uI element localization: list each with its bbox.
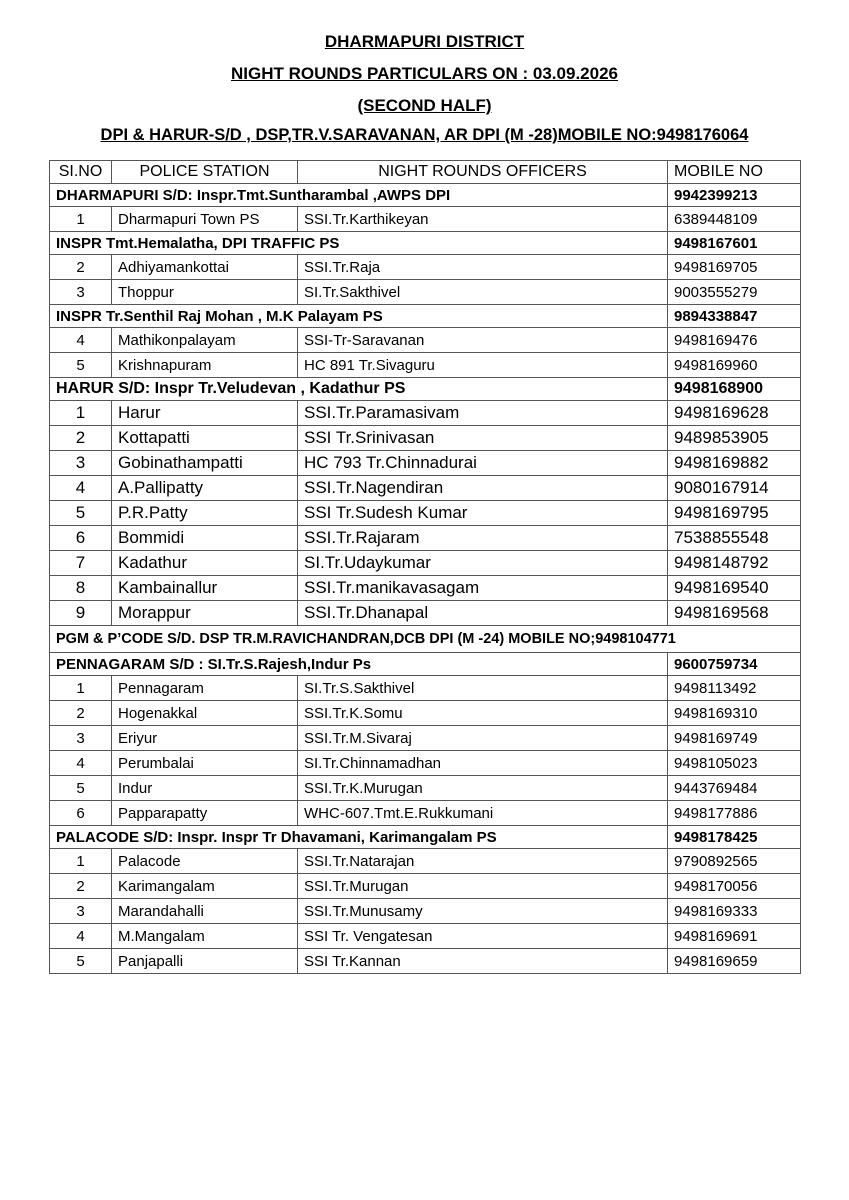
cell-station: Mathikonpalayam	[112, 328, 298, 353]
table-row	[50, 899, 801, 924]
cell-station: Kottapatti	[112, 426, 298, 451]
cell-slno: 3	[50, 899, 112, 924]
cell-station: Perumbalai	[112, 751, 298, 776]
cell-slno: 2	[50, 701, 112, 726]
col-header-slno: SI.NO	[50, 161, 112, 184]
cell-mobile: 9498169691	[668, 924, 801, 949]
cell-mobile: 9498169795	[668, 501, 801, 526]
cell-officer: SSI.Tr.Raja	[298, 255, 668, 280]
section-mobile: 9600759734	[668, 653, 801, 676]
cell-mobile: 9498177886	[668, 801, 801, 826]
cell-slno: 8	[50, 576, 112, 601]
cell-officer: SSI Tr.Srinivasan	[298, 426, 668, 451]
cell-officer: SSI.Tr.K.Murugan	[298, 776, 668, 801]
cell-mobile: 9498169882	[668, 451, 801, 476]
cell-officer: SSI.Tr.Nagendiran	[298, 476, 668, 501]
dsp-row-text: PGM & P’CODE S/D. DSP TR.M.RAVICHANDRAN,DCB DPI (M -24) MOBILE NO;9498104771	[50, 626, 801, 653]
cell-station: Indur	[112, 776, 298, 801]
section-title: INSPR Tmt.Hemalatha, DPI TRAFFIC PS	[50, 232, 668, 255]
half-label: (SECOND HALF)	[357, 96, 492, 115]
cell-mobile: 9498169310	[668, 701, 801, 726]
cell-officer: SSI Tr.Sudesh Kumar	[298, 501, 668, 526]
cell-slno: 2	[50, 255, 112, 280]
cell-station: Marandahalli	[112, 899, 298, 924]
cell-officer: SI.Tr.Udaykumar	[298, 551, 668, 576]
section-title: HARUR S/D: Inspr Tr.Veludevan , Kadathur PS	[50, 378, 668, 401]
cell-station: P.R.Patty	[112, 501, 298, 526]
section-title: PALACODE S/D: Inspr. Inspr Tr Dhavamani, Karimangalam PS	[50, 826, 668, 849]
cell-mobile: 7538855548	[668, 526, 801, 551]
cell-slno: 9	[50, 601, 112, 626]
col-header-officers: NIGHT ROUNDS OFFICERS	[298, 161, 668, 184]
table-row	[50, 874, 801, 899]
cell-slno: 1	[50, 401, 112, 426]
section-title: INSPR Tr.Senthil Raj Mohan , M.K Palayam PS	[50, 305, 668, 328]
section-mobile: 9942399213	[668, 184, 801, 207]
cell-slno: 4	[50, 476, 112, 501]
cell-slno: 1	[50, 849, 112, 874]
section-mobile: 9498168900	[668, 378, 801, 401]
dsp-line: DPI & HARUR-S/D , DSP,TR.V.SARAVANAN, AR DPI (M -28)MOBILE NO:9498176064	[100, 126, 749, 144]
cell-slno: 3	[50, 726, 112, 751]
table-row	[50, 551, 801, 576]
cell-mobile: 9498169568	[668, 601, 801, 626]
cell-slno: 4	[50, 751, 112, 776]
cell-mobile: 9498169540	[668, 576, 801, 601]
cell-officer: SSI.Tr.manikavasagam	[298, 576, 668, 601]
table-row	[50, 776, 801, 801]
district-heading: DHARMAPURI DISTRICT	[324, 32, 525, 51]
cell-officer: SSI-Tr-Saravanan	[298, 328, 668, 353]
table-row	[50, 924, 801, 949]
section-header-row	[50, 232, 801, 255]
cell-mobile: 6389448109	[668, 207, 801, 232]
cell-mobile: 9498113492	[668, 676, 801, 701]
cell-slno: 1	[50, 207, 112, 232]
cell-station: Thoppur	[112, 280, 298, 305]
table-body	[50, 184, 801, 974]
cell-mobile: 9790892565	[668, 849, 801, 874]
cell-slno: 5	[50, 501, 112, 526]
cell-officer: SSI.Tr.Natarajan	[298, 849, 668, 874]
cell-mobile: 9498169659	[668, 949, 801, 974]
cell-officer: SSI Tr. Vengatesan	[298, 924, 668, 949]
cell-slno: 3	[50, 280, 112, 305]
section-mobile: 9894338847	[668, 305, 801, 328]
cell-officer: SSI.Tr.Munusamy	[298, 899, 668, 924]
cell-officer: SI.Tr.Chinnamadhan	[298, 751, 668, 776]
cell-officer: SI.Tr.Sakthivel	[298, 280, 668, 305]
table-row	[50, 476, 801, 501]
cell-mobile: 9489853905	[668, 426, 801, 451]
table-row	[50, 353, 801, 378]
cell-mobile: 9498169705	[668, 255, 801, 280]
cell-slno: 5	[50, 776, 112, 801]
table-row	[50, 207, 801, 232]
dsp-row	[50, 626, 801, 653]
cell-officer: SSI.Tr.K.Somu	[298, 701, 668, 726]
table-row	[50, 601, 801, 626]
section-header-row	[50, 378, 801, 401]
cell-station: Morappur	[112, 601, 298, 626]
table-row	[50, 401, 801, 426]
night-rounds-table	[49, 160, 801, 974]
cell-slno: 2	[50, 426, 112, 451]
table-row	[50, 255, 801, 280]
cell-officer: HC 793 Tr.Chinnadurai	[298, 451, 668, 476]
cell-mobile: 9498170056	[668, 874, 801, 899]
table-row	[50, 526, 801, 551]
cell-station: Pennagaram	[112, 676, 298, 701]
cell-officer: SI.Tr.S.Sakthivel	[298, 676, 668, 701]
table-row	[50, 501, 801, 526]
section-title: PENNAGARAM S/D : SI.Tr.S.Rajesh,Indur Ps	[50, 653, 668, 676]
section-header-row	[50, 826, 801, 849]
cell-station: Bommidi	[112, 526, 298, 551]
cell-slno: 3	[50, 451, 112, 476]
cell-station: Krishnapuram	[112, 353, 298, 378]
cell-station: Dharmapuri Town PS	[112, 207, 298, 232]
cell-officer: HC 891 Tr.Sivaguru	[298, 353, 668, 378]
cell-slno: 4	[50, 924, 112, 949]
section-mobile: 9498167601	[668, 232, 801, 255]
cell-mobile: 9498105023	[668, 751, 801, 776]
cell-station: Eriyur	[112, 726, 298, 751]
cell-mobile: 9003555279	[668, 280, 801, 305]
cell-station: A.Pallipatty	[112, 476, 298, 501]
cell-officer: WHC-607.Tmt.E.Rukkumani	[298, 801, 668, 826]
cell-mobile: 9498169749	[668, 726, 801, 751]
cell-slno: 4	[50, 328, 112, 353]
table-row	[50, 576, 801, 601]
cell-mobile: 9498148792	[668, 551, 801, 576]
section-header-row	[50, 184, 801, 207]
cell-station: Panjapalli	[112, 949, 298, 974]
section-header-row	[50, 653, 801, 676]
cell-officer: SSI.Tr.Dhanapal	[298, 601, 668, 626]
cell-slno: 2	[50, 874, 112, 899]
table-row	[50, 701, 801, 726]
section-header-row	[50, 305, 801, 328]
col-header-station: POLICE STATION	[112, 161, 298, 184]
table-row	[50, 426, 801, 451]
cell-station: Kadathur	[112, 551, 298, 576]
cell-mobile: 9498169333	[668, 899, 801, 924]
table-row	[50, 801, 801, 826]
table-row	[50, 328, 801, 353]
cell-mobile: 9498169476	[668, 328, 801, 353]
section-mobile: 9498178425	[668, 826, 801, 849]
cell-station: Harur	[112, 401, 298, 426]
table-row	[50, 726, 801, 751]
table-row	[50, 849, 801, 874]
cell-mobile: 9443769484	[668, 776, 801, 801]
cell-station: Hogenakkal	[112, 701, 298, 726]
table-header-row	[50, 161, 801, 184]
cell-officer: SSI.Tr.Rajaram	[298, 526, 668, 551]
cell-station: M.Mangalam	[112, 924, 298, 949]
cell-station: Palacode	[112, 849, 298, 874]
table-row	[50, 751, 801, 776]
cell-slno: 5	[50, 949, 112, 974]
cell-officer: SSI.Tr.Paramasivam	[298, 401, 668, 426]
cell-slno: 5	[50, 353, 112, 378]
cell-slno: 7	[50, 551, 112, 576]
cell-station: Kambainallur	[112, 576, 298, 601]
cell-officer: SSI.Tr.Karthikeyan	[298, 207, 668, 232]
section-title: DHARMAPURI S/D: Inspr.Tmt.Suntharambal ,AWPS DPI	[50, 184, 668, 207]
cell-slno: 6	[50, 801, 112, 826]
report-title: NIGHT ROUNDS PARTICULARS ON : 03.09.2026	[231, 64, 618, 83]
cell-mobile: 9080167914	[668, 476, 801, 501]
cell-slno: 1	[50, 676, 112, 701]
cell-station: Papparapatty	[112, 801, 298, 826]
cell-mobile: 9498169960	[668, 353, 801, 378]
table-row	[50, 280, 801, 305]
table-row	[50, 676, 801, 701]
cell-station: Adhiyamankottai	[112, 255, 298, 280]
cell-officer: SSI.Tr.Murugan	[298, 874, 668, 899]
table-row	[50, 949, 801, 974]
cell-mobile: 9498169628	[668, 401, 801, 426]
cell-officer: SSI Tr.Kannan	[298, 949, 668, 974]
col-header-mobile: MOBILE NO	[668, 161, 801, 184]
cell-slno: 6	[50, 526, 112, 551]
cell-officer: SSI.Tr.M.Sivaraj	[298, 726, 668, 751]
cell-station: Gobinathampatti	[112, 451, 298, 476]
cell-station: Karimangalam	[112, 874, 298, 899]
table-row	[50, 451, 801, 476]
